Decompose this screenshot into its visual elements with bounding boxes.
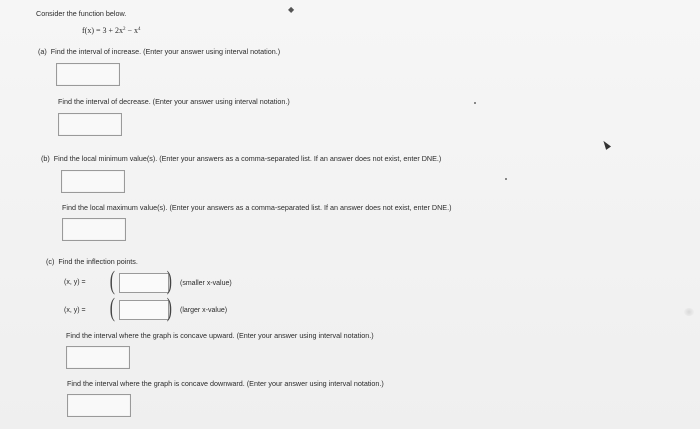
function-exponent-2: 4 [138,27,141,32]
larger-x-hint: (larger x-value) [180,307,228,314]
local-max-question: Find the local maximum value(s). (Enter your answers as a comma-separated list. If an answer does not exist, enter DNE.) [62,203,452,212]
left-paren-2: ( [109,293,115,322]
smudge-mark [684,308,694,316]
local-min-input[interactable] [61,170,125,193]
problem-prompt: Consider the function below. [36,9,127,18]
part-c-tag: (c) [46,257,55,266]
decrease-interval-input[interactable] [58,113,122,136]
inflection-point-larger-input[interactable] [119,300,169,320]
stray-dot-2 [505,178,507,180]
function-exponent-1: 2 [123,27,126,32]
left-paren-1: ( [109,266,115,295]
plus-icon: ◆ [288,5,295,14]
local-min-question: Find the local minimum value(s). (Enter your answers as a comma-separated list. If an answer does not exist, enter DNE.) [53,154,442,163]
local-max-input[interactable] [62,218,126,241]
part-a-label [38,48,280,55]
xy-label-2: (x, y) = [64,307,86,314]
right-paren-2: ) [166,293,172,322]
smaller-x-hint: (smaller x-value) [180,280,232,287]
inflection-point-smaller-input[interactable] [119,273,169,293]
increase-interval-input[interactable] [56,63,120,86]
function-mid: − x [125,26,139,35]
part-a-tag: (a) [38,47,47,56]
right-paren-1: ) [166,266,172,295]
arrow-cursor-icon [601,139,611,150]
function-lhs: f(x) = 3 + 2x [82,26,124,35]
increase-question: Find the interval of increase. (Enter your answer using interval notation.) [50,47,281,56]
xy-label-1: (x, y) = [64,279,86,286]
inflection-question: Find the inflection points. [58,257,138,266]
part-b-label [41,155,441,162]
decrease-question: Find the interval of decrease. (Enter your answer using interval notation.) [58,97,290,106]
part-b-tag: (b) [41,154,50,163]
concave-up-question: Find the interval where the graph is concave upward. (Enter your answer using interval notation.) [66,331,374,340]
stray-dot-1 [474,102,476,104]
concave-down-question: Find the interval where the graph is concave downward. (Enter your answer using interval notation.) [67,379,384,388]
concave-up-input[interactable] [66,346,130,369]
part-c-label [46,258,138,265]
concave-down-input[interactable] [67,394,131,417]
function-definition [82,27,141,35]
